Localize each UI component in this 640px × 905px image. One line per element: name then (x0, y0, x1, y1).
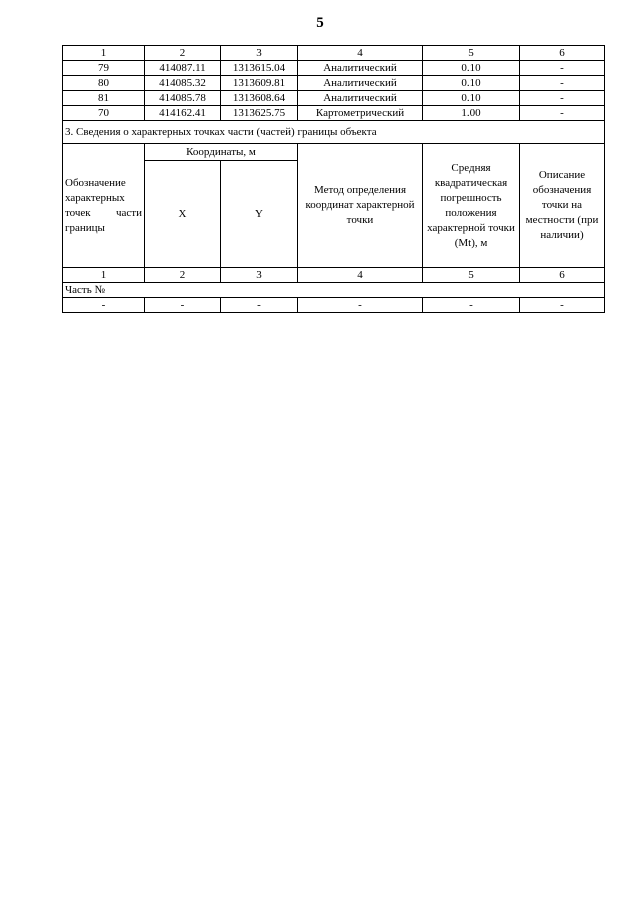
empty-cell: - (63, 298, 145, 313)
header-row (63, 144, 605, 161)
empty-cell: - (145, 298, 221, 313)
method-cell: Картометрический (298, 106, 423, 121)
y-coordinate-cell: 1313608.64 (221, 91, 298, 106)
method-cell: Аналитический (298, 91, 423, 106)
boundary-points-table (62, 45, 605, 313)
y-coordinate-cell: 1313625.75 (221, 106, 298, 121)
column-numbers-row (63, 268, 605, 283)
method-header: Метод определения координат характерной точки (298, 144, 423, 268)
part-row (63, 283, 605, 298)
table-row (63, 76, 605, 91)
x-coordinate-cell: 414162.41 (145, 106, 221, 121)
designation-header: Обозначение характерных точек части границы (63, 144, 145, 268)
section-title: 3. Сведения о характерных точках части (частей) границы объекта (63, 121, 605, 144)
empty-cell: - (298, 298, 423, 313)
col-number-cell: 5 (423, 268, 520, 283)
column-numbers-row (63, 46, 605, 61)
accuracy-header: Средняя квадратическая погрешность положения характерной точки (Mt), м (423, 144, 520, 268)
table-row (63, 106, 605, 121)
point-number-cell: 70 (63, 106, 145, 121)
point-number-cell: 79 (63, 61, 145, 76)
table-row (63, 61, 605, 76)
col-number-cell: 4 (298, 268, 423, 283)
section-title-row (63, 121, 605, 144)
table-row (63, 298, 605, 313)
y-coordinate-cell: 1313609.81 (221, 76, 298, 91)
accuracy-cell: 0.10 (423, 91, 520, 106)
y-header: Y (221, 161, 298, 268)
x-coordinate-cell: 414085.78 (145, 91, 221, 106)
description-cell: - (520, 106, 605, 121)
x-header: X (145, 161, 221, 268)
point-number-cell: 80 (63, 76, 145, 91)
empty-cell: - (423, 298, 520, 313)
y-coordinate-cell: 1313615.04 (221, 61, 298, 76)
col-number-cell: 3 (221, 268, 298, 283)
col-number-cell: 2 (145, 46, 221, 61)
method-cell: Аналитический (298, 61, 423, 76)
coordinates-header: Координаты, м (145, 144, 298, 161)
table-row (63, 91, 605, 106)
description-cell: - (520, 76, 605, 91)
accuracy-cell: 0.10 (423, 76, 520, 91)
empty-cell: - (221, 298, 298, 313)
col-number-cell: 2 (145, 268, 221, 283)
point-number-cell: 81 (63, 91, 145, 106)
col-number-cell: 1 (63, 268, 145, 283)
x-coordinate-cell: 414085.32 (145, 76, 221, 91)
description-cell: - (520, 61, 605, 76)
description-cell: - (520, 91, 605, 106)
accuracy-cell: 1.00 (423, 106, 520, 121)
part-label: Часть № (63, 283, 605, 298)
accuracy-cell: 0.10 (423, 61, 520, 76)
col-number-cell: 5 (423, 46, 520, 61)
method-cell: Аналитический (298, 76, 423, 91)
col-number-cell: 3 (221, 46, 298, 61)
col-number-cell: 6 (520, 268, 605, 283)
x-coordinate-cell: 414087.11 (145, 61, 221, 76)
col-number-cell: 6 (520, 46, 605, 61)
col-number-cell: 1 (63, 46, 145, 61)
col-number-cell: 4 (298, 46, 423, 61)
description-header: Описание обозначения точки на местности (при наличии) (520, 144, 605, 268)
page-number: 5 (316, 15, 324, 31)
empty-cell: - (520, 298, 605, 313)
